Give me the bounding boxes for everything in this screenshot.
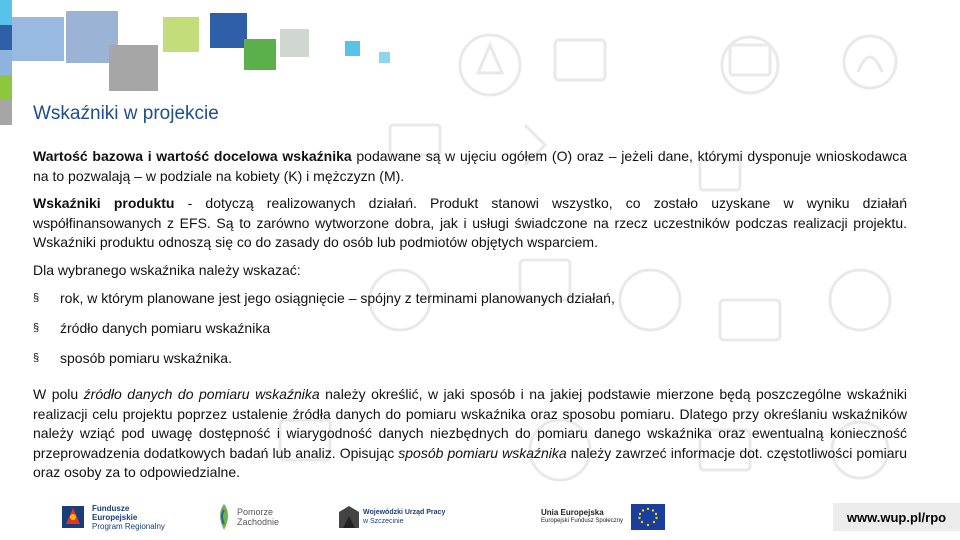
logo-text-line: Europejskie xyxy=(92,512,138,522)
bullet-icon: § xyxy=(33,292,40,304)
paragraph-product-indicators xyxy=(33,194,907,253)
paragraph-text: podawane są w ujęciu ogółem (O) oraz – jeżeli dane, którymi dysponuje wnioskodawca na to pozwalają – w podziale na kobiety (K) i mężczyzn (M). xyxy=(33,148,907,184)
bullet-list xyxy=(33,289,907,379)
paragraph-bold-lead: Wskaźniki produktu xyxy=(33,195,175,211)
list-item-text: źródło danych pomiaru wskaźnika xyxy=(60,320,271,336)
logo-text-line: Program Regionalny xyxy=(92,521,165,531)
footer-logos xyxy=(0,498,960,540)
list-item-text: sposób pomiaru wskaźnika. xyxy=(60,350,232,366)
wup-logo-icon xyxy=(337,504,361,530)
logo-text-line: Fundusze xyxy=(92,503,130,513)
logo-text-line: Zachodnie xyxy=(237,517,280,527)
logo-pomorze-zachodnie xyxy=(214,498,279,536)
paragraph-bold-lead: Wartość bazowa i wartość docelowa wskaźnika xyxy=(33,148,352,164)
page-title: Wskaźniki w projekcie xyxy=(33,103,219,124)
paragraph-text: należy określić, w jaki sposób i na jakiej podstawie mierzone będą poszczególne wskaźniki realizacji celu projektu poprzez ustalenie źródła danych do pomiaru wskaźnika oraz sposobu pomiaru. Dlatego przy określaniu wskaźników należy wziąć pod uwagę dostępność i wiarygodność danych niezbędnych do pomiaru danego wskaźnika oraz ewentualną konieczność przeprowadzenia dodatkowych badań lub analiz. Opisując xyxy=(33,386,907,461)
logo-unia-europejska xyxy=(541,498,665,536)
paragraph-intro-list: Dla wybranego wskaźnika należy wskazać: xyxy=(33,261,301,278)
logo-wup-szczecin xyxy=(337,498,445,536)
paragraph-text: - dotyczą realizowanych działań. Produkt stanowi wszystko, co zostało uzyskane w wyniku działań współfinansowanych z EFS. Są to zarówno wytworzone dobra, jak i usługi świadczone na rzecz uczestników podczas realizacji projektu. Wskaźniki produktu odnoszą się co do zasady do osób lub podmiotów objętych wsparciem. xyxy=(33,195,908,250)
paragraph-text: należy zawrzeć informacje dot. częstotliwości pomiaru oraz osoby za to odpowiedzialne. xyxy=(33,444,907,480)
paragraph-text: W polu xyxy=(33,386,84,402)
list-item xyxy=(33,289,907,319)
list-item xyxy=(33,349,907,379)
logo-text-line: Pomorze xyxy=(237,507,274,517)
paragraph-baseline-target xyxy=(33,147,907,186)
pomorze-logo-icon xyxy=(214,502,234,532)
list-item xyxy=(33,319,907,349)
logo-text-line: Unia Europejska xyxy=(541,508,604,517)
bullet-icon: § xyxy=(33,352,40,364)
paragraph-data-source xyxy=(33,385,907,483)
main-content xyxy=(33,147,907,483)
fe-logo-icon xyxy=(62,502,88,532)
bullet-icon: § xyxy=(33,322,40,334)
eu-flag-icon xyxy=(631,504,665,530)
logo-text-line: Wojewódzki Urząd Pracy xyxy=(363,509,446,516)
paragraph-italic: sposób pomiaru wskaźnika xyxy=(398,444,567,461)
paragraph-italic: źródło danych do pomiaru wskaźnika xyxy=(83,386,320,402)
list-item-text: rok, w którym planowane jest jego osiągnięcie – spójny z terminami planowanych działań, xyxy=(60,290,615,306)
logo-fundusze-europejskie xyxy=(62,498,165,536)
website-link[interactable]: www.wup.pl/rpo xyxy=(833,503,960,531)
logo-text-line: w Szczecinie xyxy=(363,518,404,525)
logo-text-line: Europejski Fundusz Społeczny xyxy=(541,518,624,524)
left-accent-bar xyxy=(0,0,12,125)
